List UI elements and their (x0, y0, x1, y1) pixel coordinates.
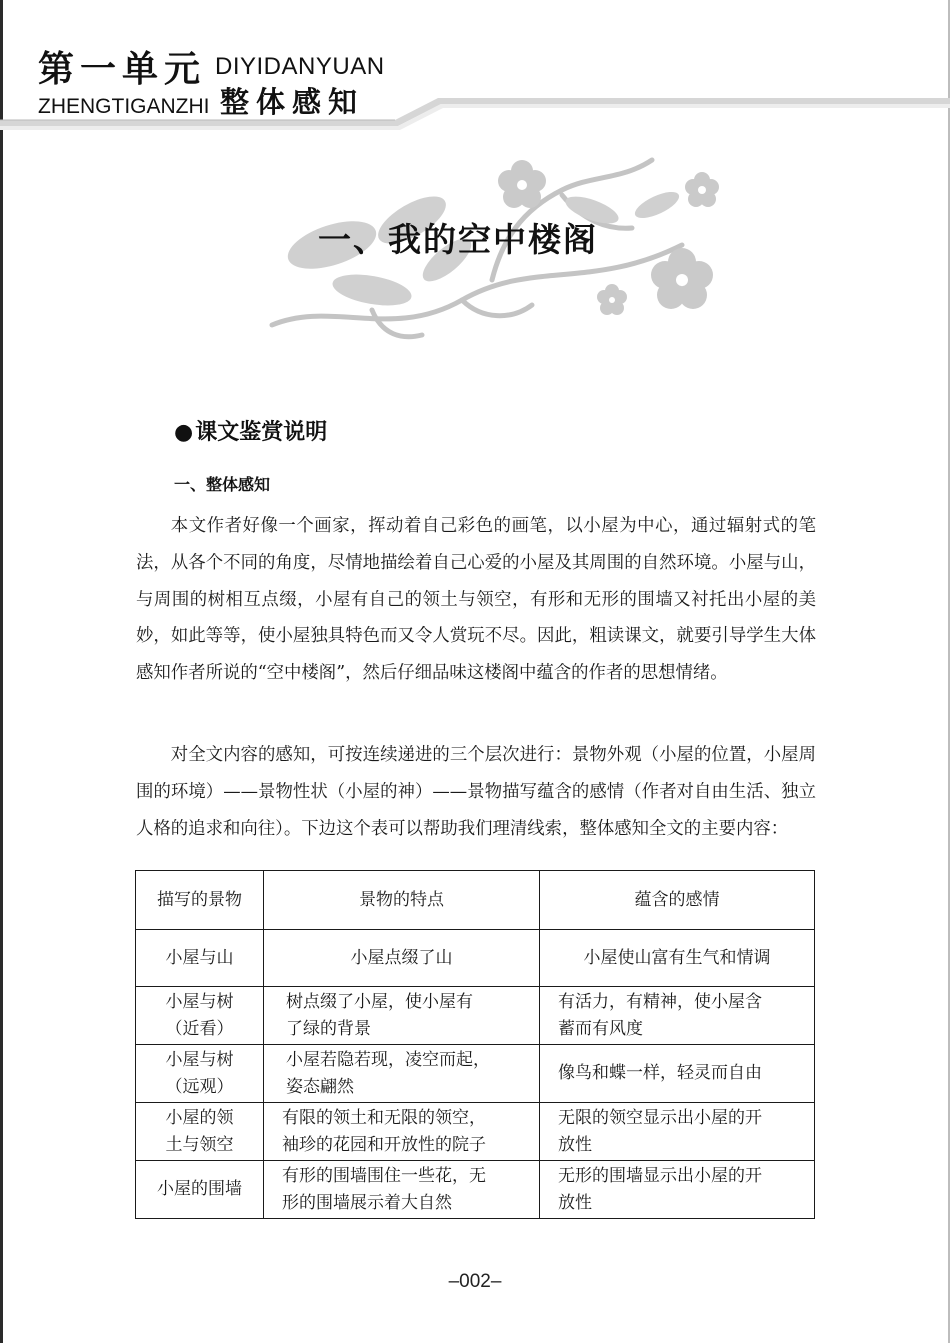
table-header-row (136, 871, 815, 930)
lesson-title: 一、我的空中楼阁 (318, 220, 598, 259)
table-row (136, 1103, 815, 1161)
topic-pinyin: ZHENGTIGANZHI (38, 95, 210, 118)
body-paragraph: 本文作者好像一个画家，挥动着自己彩色的画笔，以小屋为中心，通过辐射式的笔法，从各个不同的角度，尽情地描绘着自己心爱的小屋及其周围的自然环境。小屋与山，与周围的树相互点缀，小屋有自己的领土与领空，有形和无形的围墙又衬托出小屋的美妙，如此等等，使小屋独具特色而又令人赏玩不尽。因此，粗读课文，就要引导学生大体感知作者所说的“空中楼阁”，然后仔细品味这楼阁中蕴含的作者的思想情绪。 (136, 516, 816, 684)
table-cell-feature: 小屋点缀了山 (264, 930, 540, 987)
bullet-icon: ● (174, 420, 194, 445)
page-left-border (0, 0, 3, 1343)
table-cell-feature: 有形的围墙围住一些花，无 形的围墙展示着大自然 (264, 1161, 540, 1219)
table-cell-emotion: 小屋使山富有生气和情调 (540, 930, 815, 987)
subheading: 一、整体感知 (174, 475, 271, 494)
table-cell-scene: 小屋的围墙 (136, 1161, 264, 1219)
topic-title: 整体感知 (220, 85, 365, 119)
body-paragraph: 对全文内容的感知，可按连续递进的三个层次进行：景物外观（小屋的位置，小屋周围的环境）——景物性状（小屋的神）——景物描写蕴含的感情（作者对自由生活、独立人格的追求和向往）。下边这个表可以帮助我们理清线索，整体感知全文的主要内容： (136, 745, 816, 839)
section-heading-text: 课文鉴赏说明 (195, 420, 328, 445)
table-row (136, 1161, 815, 1219)
table-cell-scene: 小屋与树 （远观） (136, 1045, 264, 1103)
table-cell-scene: 小屋与树 （近看） (136, 987, 264, 1045)
table-cell-emotion: 无形的围墙显示出小屋的开 放性 (540, 1161, 815, 1219)
table-cell-emotion: 无限的领空显示出小屋的开 放性 (540, 1103, 815, 1161)
table-row (136, 987, 815, 1045)
page-number: –002– (448, 1271, 502, 1292)
section-heading (174, 420, 327, 446)
table-header-cell: 描写的景物 (136, 871, 264, 930)
unit-title: 第一单元 (38, 49, 207, 90)
table-cell-scene: 小屋与山 (136, 930, 264, 987)
table-row (136, 1045, 815, 1103)
table-cell-scene: 小屋的领 土与领空 (136, 1103, 264, 1161)
table-cell-emotion: 像鸟和蝶一样，轻灵而自由 (540, 1045, 815, 1103)
unit-header (0, 0, 950, 130)
table-header-cell: 景物的特点 (264, 871, 540, 930)
table-cell-feature: 有限的领土和无限的领空， 袖珍的花园和开放性的院子 (264, 1103, 540, 1161)
table-cell-feature: 树点缀了小屋，使小屋有 了绿的背景 (264, 987, 540, 1045)
summary-table (135, 870, 815, 1219)
table-row (136, 930, 815, 987)
table-cell-emotion: 有活力，有精神，使小屋含 蓄而有风度 (540, 987, 815, 1045)
unit-pinyin: DIYIDANYUAN (215, 53, 385, 80)
table-header-cell: 蕴含的感情 (540, 871, 815, 930)
table-cell-feature: 小屋若隐若现，凌空而起， 姿态翩然 (264, 1045, 540, 1103)
